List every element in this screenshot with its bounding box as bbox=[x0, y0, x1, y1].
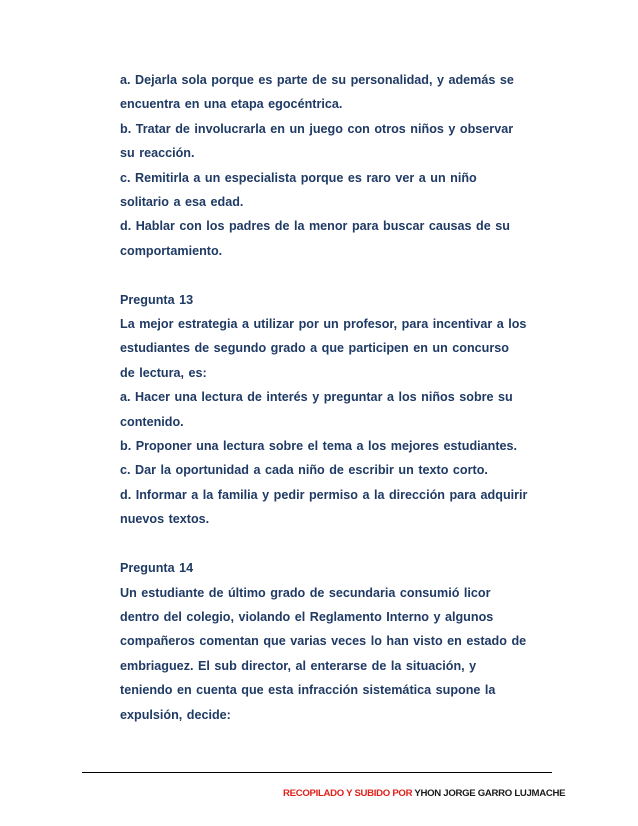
question-13-option-a-line-1: a. Hacer una lectura de interés y preguntar a los niños sobre su bbox=[120, 390, 513, 405]
option-d-line-1: d. Hablar con los padres de la menor para buscar causas de su bbox=[120, 219, 510, 234]
question-13-line: La mejor estrategia a utilizar por un profesor, para incentivar a los bbox=[120, 317, 527, 332]
question-13-line: de lectura, es: bbox=[120, 365, 207, 380]
question-13-title: Pregunta 13 bbox=[120, 292, 194, 307]
option-c-line-2: solitario a esa edad. bbox=[120, 195, 244, 210]
question-13 bbox=[120, 288, 560, 532]
question-14-line: expulsión, decide: bbox=[120, 707, 231, 722]
option-a-line-2: encuentra en una etapa egocéntrica. bbox=[120, 97, 343, 112]
question-13-option-d-line-1: d. Informar a la familia y pedir permiso a la dirección para adquirir bbox=[120, 487, 528, 502]
question-13-option-c: c. Dar la oportunidad a cada niño de escribir un texto corto. bbox=[120, 463, 488, 478]
question-13-line: estudiantes de segundo grado a que participen en un concurso bbox=[120, 341, 509, 356]
option-d-line-2: comportamiento. bbox=[120, 243, 223, 258]
question-13-option-a-line-2: contenido. bbox=[120, 414, 184, 429]
question-14-title: Pregunta 14 bbox=[120, 561, 194, 576]
question-12-options bbox=[120, 68, 560, 263]
question-13-option-d-line-2: nuevos textos. bbox=[120, 512, 210, 527]
footer-credit-author: YHON JORGE GARRO LUJMACHE bbox=[414, 788, 566, 799]
question-14-line: compañeros comentan que varias veces lo han visto en estado de bbox=[120, 634, 527, 649]
footer-divider bbox=[82, 772, 552, 773]
option-a-line-1: a. Dejarla sola porque es parte de su personalidad, y además se bbox=[120, 73, 514, 87]
option-b-line-1: b. Tratar de involucrarla en un juego con otros niños y observar bbox=[120, 121, 514, 136]
footer-credit-label: RECOPILADO Y SUBIDO POR bbox=[283, 788, 415, 799]
question-13-option-b: b. Proponer una lectura sobre el tema a los mejores estudiantes. bbox=[120, 439, 518, 454]
question-14-line: teniendo en cuenta que esta infracción sistemática supone la bbox=[120, 683, 496, 698]
option-b-line-2: su reacción. bbox=[120, 146, 195, 161]
option-c-line-1: c. Remitirla a un especialista porque es raro ver a un niño bbox=[120, 170, 477, 185]
question-14-line: Un estudiante de último grado de secundaria consumió licor bbox=[120, 585, 491, 600]
document-body bbox=[120, 68, 560, 727]
question-14 bbox=[120, 556, 560, 727]
paragraph-gap bbox=[120, 263, 560, 287]
question-14-line: embriaguez. El sub director, al enterarse de la situación, y bbox=[120, 658, 477, 673]
footer-credit bbox=[283, 788, 565, 799]
paragraph-gap bbox=[120, 532, 560, 556]
question-14-line: dentro del colegio, violando el Reglamento Interno y algunos bbox=[120, 609, 494, 624]
